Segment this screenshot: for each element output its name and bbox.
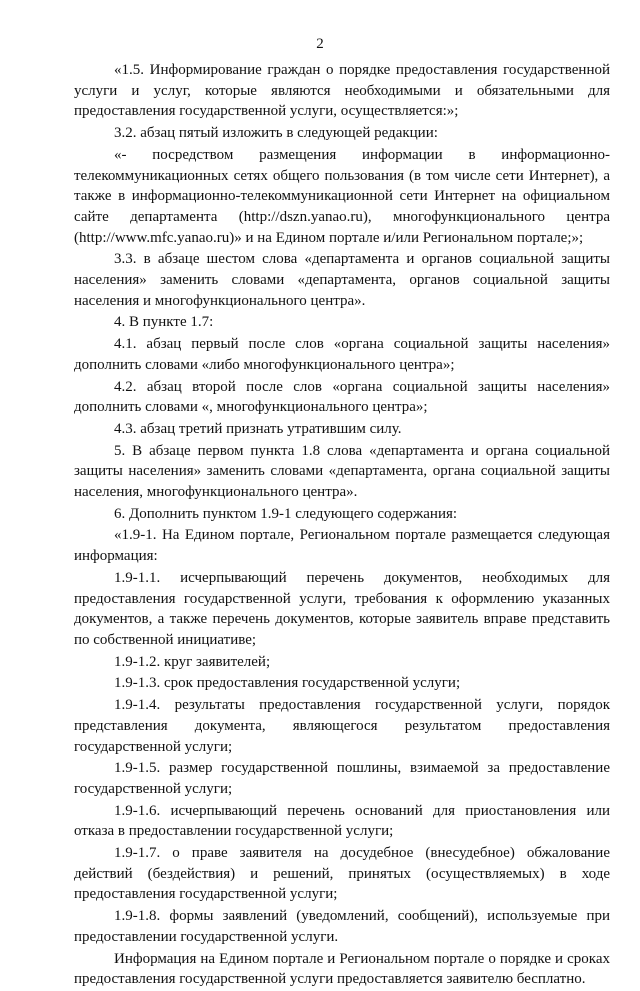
paragraph-3-3: 3.3. в абзаце шестом слова «департамента и органов социальной защиты населения» заменить словами «департамента, органов социальной защиты населения и многофункционального центра». <box>74 251 610 309</box>
paragraph-1-9-1-8: 1.9-1.8. формы заявлений (уведомлений, сообщений), используемые при предоставлении государственной услуги. <box>74 908 610 945</box>
paragraph-5: 5. В абзаце первом пункта 1.8 слова «департамента и органа социальной защиты населения» заменить словами «департамента, органа социальной защиты населения, многофункционального центра». <box>74 442 610 501</box>
document-body <box>74 60 610 991</box>
paragraph-1-9-1-7: 1.9-1.7. о праве заявителя на досудебное (внесудебное) обжалование действий (бездействия) и решений, принятых (осуществляемых) в ходе предоставления государственной услуги; <box>74 845 610 903</box>
paragraph-3-2-text: «- посредством размещения информации в информационно-телекоммуникационных сетях общего пользования (в том числе сети Интернет), а также в информационно-телекоммуникационной сети Интернет на официальном сайте департамента (http://dszn.yanao.ru), многофункционального центра (http://www.mfc.yanao.ru)» и на Едином портале и/или Региональном портале;»; <box>74 146 610 246</box>
paragraph-1-9-1-6: 1.9-1.6. исчерпывающий перечень оснований для приостановления или отказа в предоставлении государственной услуги; <box>74 802 610 840</box>
paragraph-1-9-1-5: 1.9-1.5. размер государственной пошлины, взимаемой за предоставление государственной услуги; <box>74 760 610 797</box>
paragraph-1-9-1-1: 1.9-1.1. исчерпывающий перечень документов, необходимых для предоставления государственной услуги, требования к оформлению указанных документов, а также перечень документов, которые заявитель вправе представить по собственной инициативе; <box>74 569 610 648</box>
paragraph-1-9-1-4: 1.9-1.4. результаты предоставления государственной услуги, порядок представления документа, являющегося результатом предоставления государственной услуги; <box>74 697 610 755</box>
paragraph-1-9-1-3: 1.9-1.3. срок предоставления государственной услуги; <box>114 675 461 692</box>
paragraph-1-9-1: «1.9-1. На Едином портале, Региональном портале размещается следующая информация: <box>74 527 610 565</box>
paragraph-4-2: 4.2. абзац второй после слов «органа социальной защиты населения» дополнить словами «, многофункционального центра»; <box>74 378 610 416</box>
paragraph-4-3: 4.3. абзац третий признать утратившим силу. <box>114 420 402 437</box>
paragraph-4-1: 4.1. абзац первый после слов «органа социальной защиты населения» дополнить словами «либо многофункционального центра»; <box>74 336 610 373</box>
paragraph-1-5: «1.5. Информирование граждан о порядке предоставления государственной услуги и услуг, которые являются необходимыми и обязательными для предоставления государственной услуги, осуществляется:»; <box>74 62 610 120</box>
paragraph-4: 4. В пункте 1.7: <box>114 314 214 331</box>
paragraph-6: 6. Дополнить пунктом 1.9-1 следующего содержания: <box>114 505 458 522</box>
page-number: 2 <box>316 36 324 52</box>
paragraph-3-2: 3.2. абзац пятый изложить в следующей редакции: <box>114 125 438 142</box>
paragraph-information: Информация на Едином портале и Региональном портале о порядке и сроках предоставления государственной услуги предоставляется заявителю бесплатно. <box>74 950 610 988</box>
paragraph-1-9-1-2: 1.9-1.2. круг заявителей; <box>114 653 271 670</box>
